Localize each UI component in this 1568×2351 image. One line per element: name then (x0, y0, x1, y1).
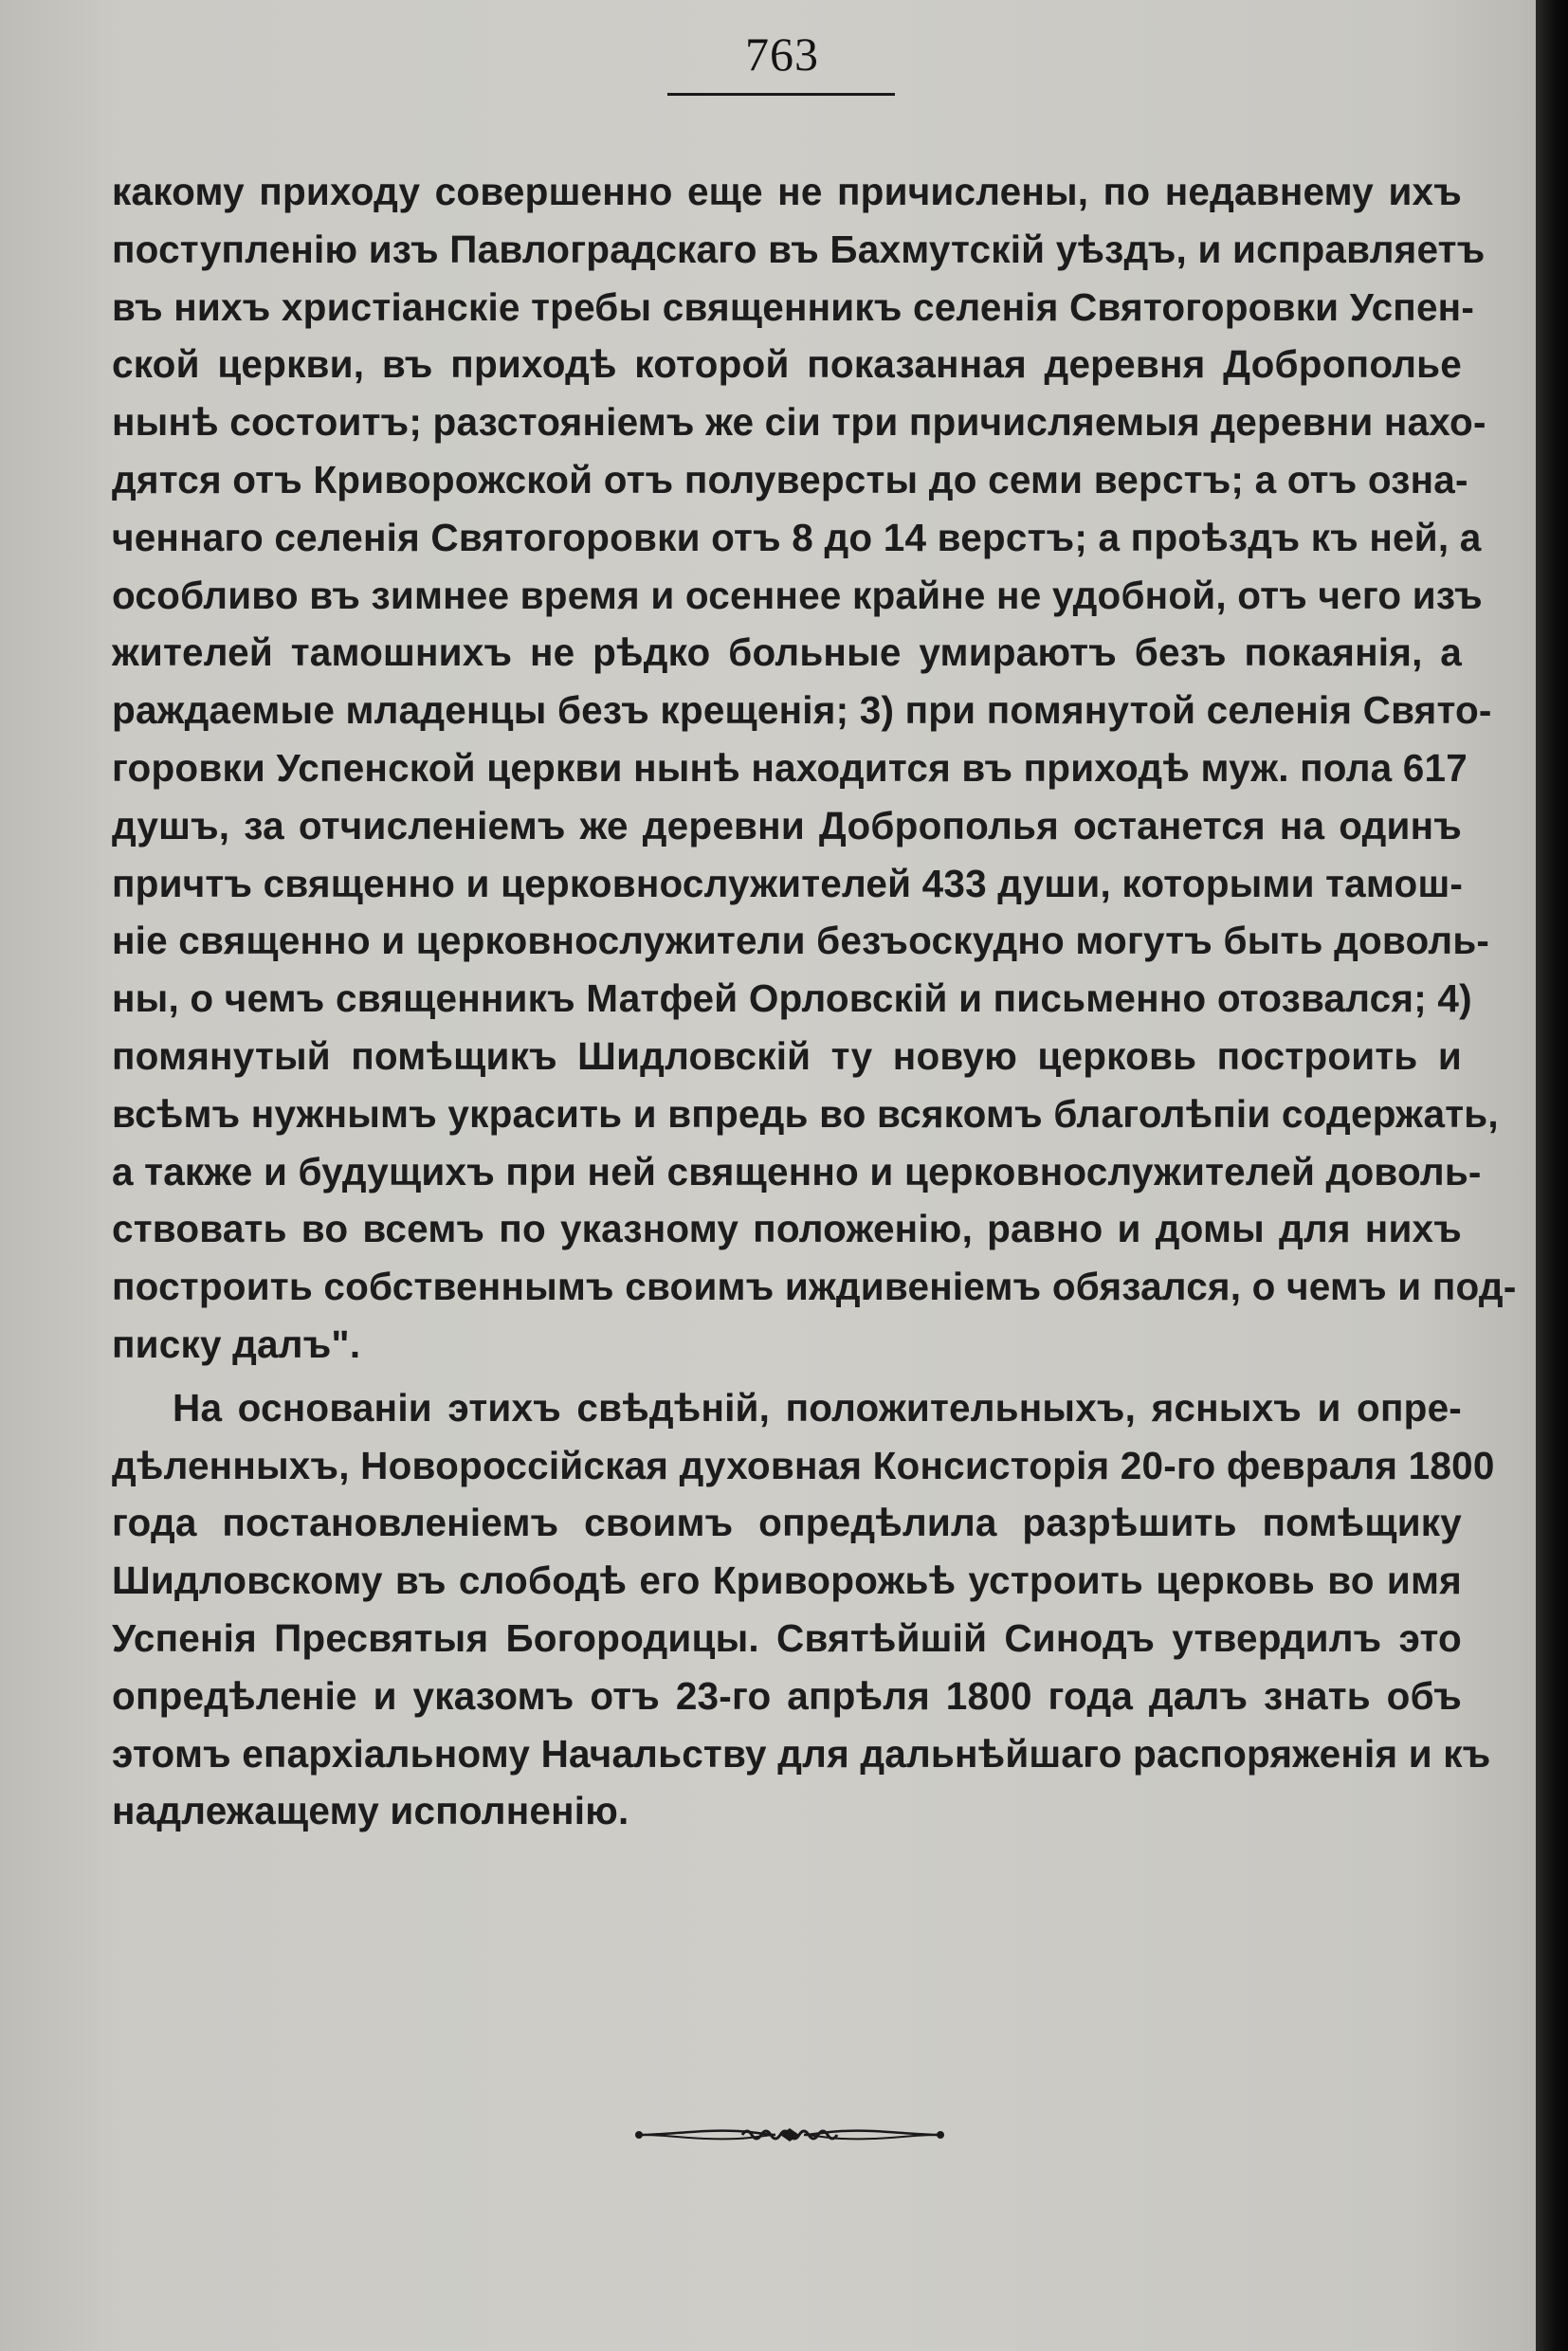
paragraph-1 (112, 163, 1517, 1374)
text-line: дѣленныхъ, Новороссійская духовная Консисторія 20-го февраля 1800 (112, 1443, 1495, 1487)
text-line: ніе священно и церковнослужители безъоскудно могутъ быть доволь- (112, 919, 1490, 963)
text-line: Шидловскому въ слободѣ его Криворожьѣ устроить церковь во имя (112, 1558, 1462, 1603)
text-line: ствовать во всемъ по указному положенію, равно и домы для нихъ (112, 1207, 1462, 1251)
text-line: На основаніи этихъ свѣдѣній, положительныхъ, ясныхъ и опре- (173, 1385, 1462, 1430)
text-line: года постановленіемъ своимъ опредѣлила разрѣшить помѣщику (112, 1501, 1462, 1545)
text-line: надлежащему исполненію. (112, 1789, 629, 1833)
text-line: поступленію изъ Павлоградскаго въ Бахмутскій уѣздъ, и исправляетъ (112, 227, 1486, 271)
page-header (0, 27, 1568, 112)
text-line: раждаемые младенцы безъ крещенія; 3) при помянутой селенія Свято- (112, 688, 1492, 733)
text-line: дятся отъ Криворожской отъ полуверсты до семи верстъ; а отъ озна- (112, 457, 1468, 501)
text-line: помянутый помѣщикъ Шидловскій ту новую церковь построить и (112, 1033, 1462, 1078)
paragraph-2 (112, 1379, 1495, 1840)
text-line: ченнаго селенія Святогоровки отъ 8 до 14 верстъ; а проѣздъ къ ней, а (112, 515, 1482, 559)
body-text (112, 163, 1517, 1840)
text-line: ской церкви, въ приходѣ которой показанная деревня Доброполье (112, 342, 1462, 387)
text-line: этомъ епархіальному Начальству для дальнѣйшаго распоряженія и къ (112, 1731, 1491, 1776)
text-line: въ нихъ христіанскіе требы священникъ селенія Святогоровки Успен- (112, 284, 1475, 329)
text-line: опредѣленіе и указомъ отъ 23-го апрѣля 1800 года далъ знать объ (112, 1673, 1462, 1718)
text-line: ны, о чемъ священникъ Матфей Орловскій и письменно отозвался; 4) (112, 976, 1472, 1021)
text-line: писку далъ". (112, 1321, 361, 1366)
text-line: душъ, за отчисленіемъ же деревни Доброполья останется на одинъ (112, 803, 1462, 847)
page-number: 763 (745, 27, 819, 81)
text-line: горовки Успенской церкви нынѣ находится въ приходѣ муж. пола 617 (112, 745, 1468, 790)
header-rule (667, 93, 895, 96)
page-edge-shadow (1536, 0, 1568, 2351)
text-line: Успенія Пресвятыя Богородицы. Святѣйшій Синодъ утвердилъ это (112, 1615, 1462, 1660)
text-line: какому приходу совершенно еще не причислены, по недавнему ихъ (112, 170, 1462, 213)
text-line: всѣмъ нужнымъ украсить и впредь во всякомъ благолѣпіи содержать, (112, 1091, 1499, 1136)
text-line: построить собственнымъ своимъ иждивеніемъ обязался, о чемъ и под- (112, 1265, 1517, 1309)
text-line: а также и будущихъ при ней священно и церковнослужителей доволь- (112, 1149, 1482, 1194)
end-ornament-icon (633, 2123, 946, 2146)
text-line: особливо въ зимнее время и осеннее крайне не удобной, отъ чего изъ (112, 573, 1483, 617)
text-line: нынѣ состоитъ; разстояніемъ же сіи три причисляемыя деревни нахо- (112, 400, 1486, 445)
text-line: жителей тамошнихъ не рѣдко больные умираютъ безъ покаянія, а (112, 630, 1462, 675)
text-line: причтъ священно и церковнослужителей 433 души, которыми тамош- (112, 861, 1464, 905)
